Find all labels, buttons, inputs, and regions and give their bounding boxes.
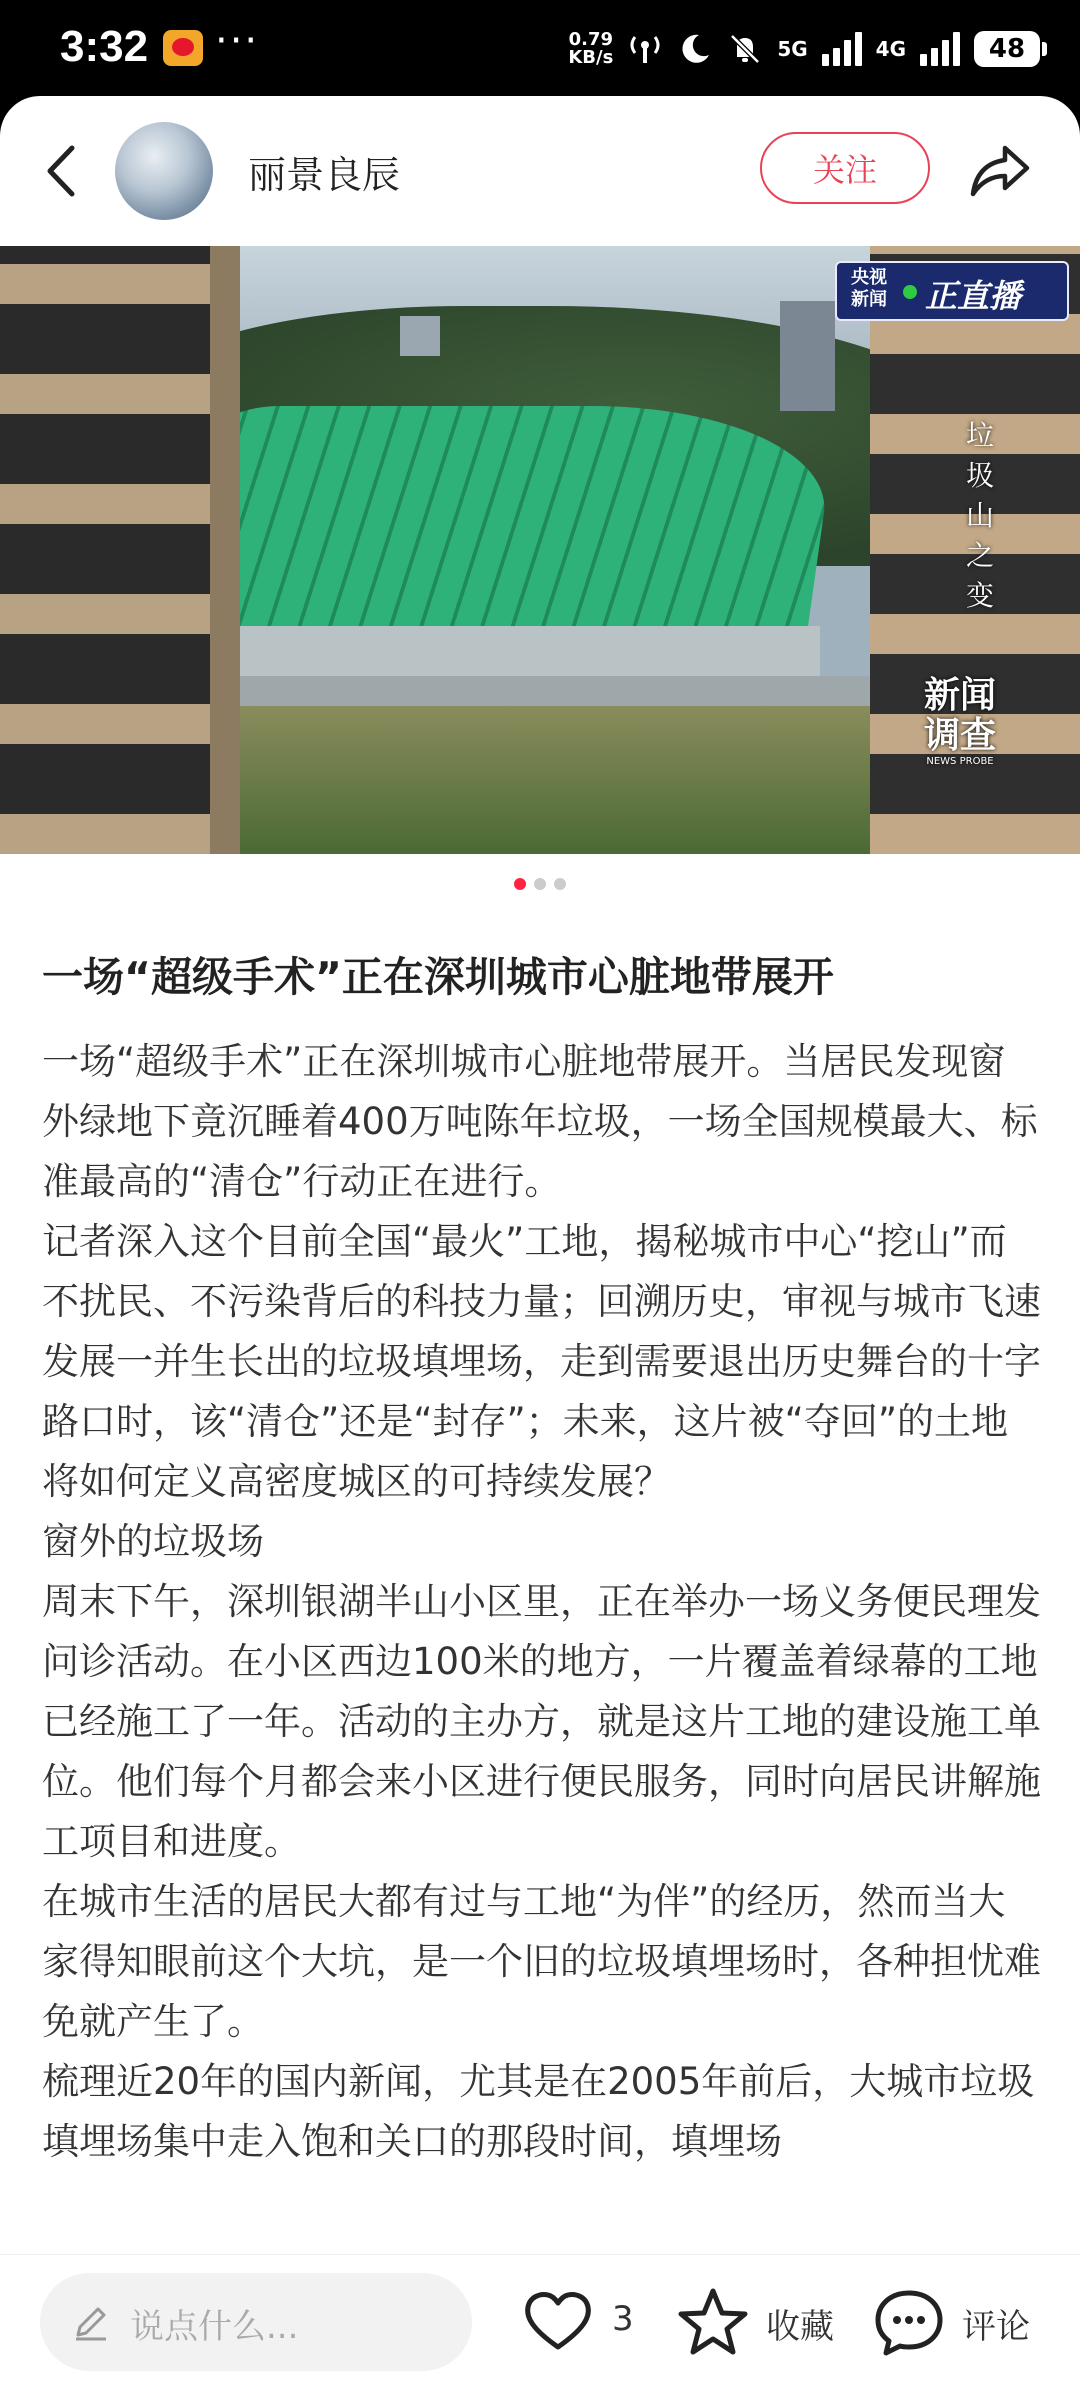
like-count[interactable]: 3 [612, 2299, 634, 2339]
mute-bell-icon [727, 31, 763, 67]
post-paragraph: 一场“超级手术”正在深圳城市心脏地带展开。当居民发现窗外绿地下竟沉睡着400万吨陈年垃圾，一场全国规模最大、标准最高的“清仓”行动正在进行。 [42, 1040, 1038, 1203]
follow-button[interactable]: 关注 [760, 132, 930, 204]
vertical-caption: 垃圾山之变 [965, 419, 994, 612]
star-icon[interactable] [676, 2285, 750, 2359]
comment-label[interactable]: 评论 [962, 2307, 1030, 2347]
note-detail-sheet [0, 96, 1080, 2400]
heart-icon[interactable] [522, 2285, 594, 2357]
status-bar [0, 0, 1080, 96]
comment-input[interactable] [40, 2273, 472, 2371]
author-name[interactable]: 丽景良辰 [248, 153, 401, 197]
post-paragraph: 在城市生活的居民大都有过与工地“为伴”的经历，然而当大家得知眼前这个大坑，是一个旧的垃圾填埋场时，各种担忧难免就产生了。 [42, 1880, 1041, 2043]
do-not-disturb-moon-icon [677, 31, 713, 67]
comment-bubble-icon[interactable] [872, 2285, 946, 2359]
photo-city-building [780, 301, 835, 411]
back-arrow-icon[interactable] [30, 136, 90, 206]
post-section-heading: 窗外的垃圾场 [42, 1520, 264, 1563]
photo-left-building [0, 246, 240, 854]
status-time: 3:32 [60, 22, 149, 71]
author-avatar[interactable] [115, 122, 213, 220]
post-paragraph: 梳理近20年的国内新闻，尤其是在2005年前后，大城市垃圾填埋场集中走入饱和关口的那段时间，填埋场 [42, 2060, 1035, 2163]
battery-icon: 48 [974, 31, 1040, 67]
carousel-dot [554, 878, 566, 890]
carousel-indicator [0, 878, 1080, 892]
carousel-dot [534, 878, 546, 890]
pen-icon [70, 2301, 112, 2343]
live-dot-icon [903, 285, 917, 299]
post-title: 一场“超级手术”正在深圳城市心脏地带展开 [42, 953, 834, 1001]
carousel-dot-active [514, 878, 526, 890]
network-5g-label: 5G [777, 37, 808, 61]
more-notifications-icon: ··· [215, 18, 260, 64]
signal-bars-icon [920, 32, 960, 66]
note-header [0, 96, 1080, 246]
photo-city-building [400, 316, 440, 356]
post-paragraph: 周末下午，深圳银湖半山小区里，正在举办一场义务便民理发问诊活动。在小区西边100米的地方，一片覆盖着绿幕的工地已经施工了一年。活动的主办方，就是这片工地的建设施工单位。他们每个月都会来小区进行便民服务，同时向居民讲解施工项目和进度。 [42, 1580, 1041, 1863]
signal-bars-icon [822, 32, 862, 66]
bottom-action-bar [0, 2254, 1080, 2400]
post-image-carousel[interactable] [0, 246, 1080, 854]
network-4g-label: 4G [875, 37, 906, 61]
comment-placeholder: 说点什么... [130, 2307, 299, 2347]
network-speed: 0.79 KB/s [568, 29, 614, 68]
post-body [42, 1032, 1042, 2172]
cctv-live-badge: 央视 新闻 正直播 [835, 261, 1069, 321]
collect-label[interactable]: 收藏 [766, 2307, 834, 2347]
status-indicators [568, 24, 1040, 74]
photo-ground [240, 706, 880, 854]
share-icon[interactable] [965, 136, 1035, 206]
hotspot-icon [627, 31, 663, 67]
news-probe-logo: 新闻调查 NEWS PROBE [923, 675, 996, 767]
post-paragraph: 记者深入这个目前全国“最火”工地，揭秘城市中心“挖山”而不扰民、不污染背后的科技力量；回溯历史，审视与城市飞速发展一并生长出的垃圾填埋场，走到需要退出历史舞台的十字路口时，该“清仓”还是“封存”；未来，这片被“夺回”的土地将如何定义高密度城区的可持续发展？ [42, 1220, 1041, 1503]
weibo-notification-icon [163, 30, 203, 66]
